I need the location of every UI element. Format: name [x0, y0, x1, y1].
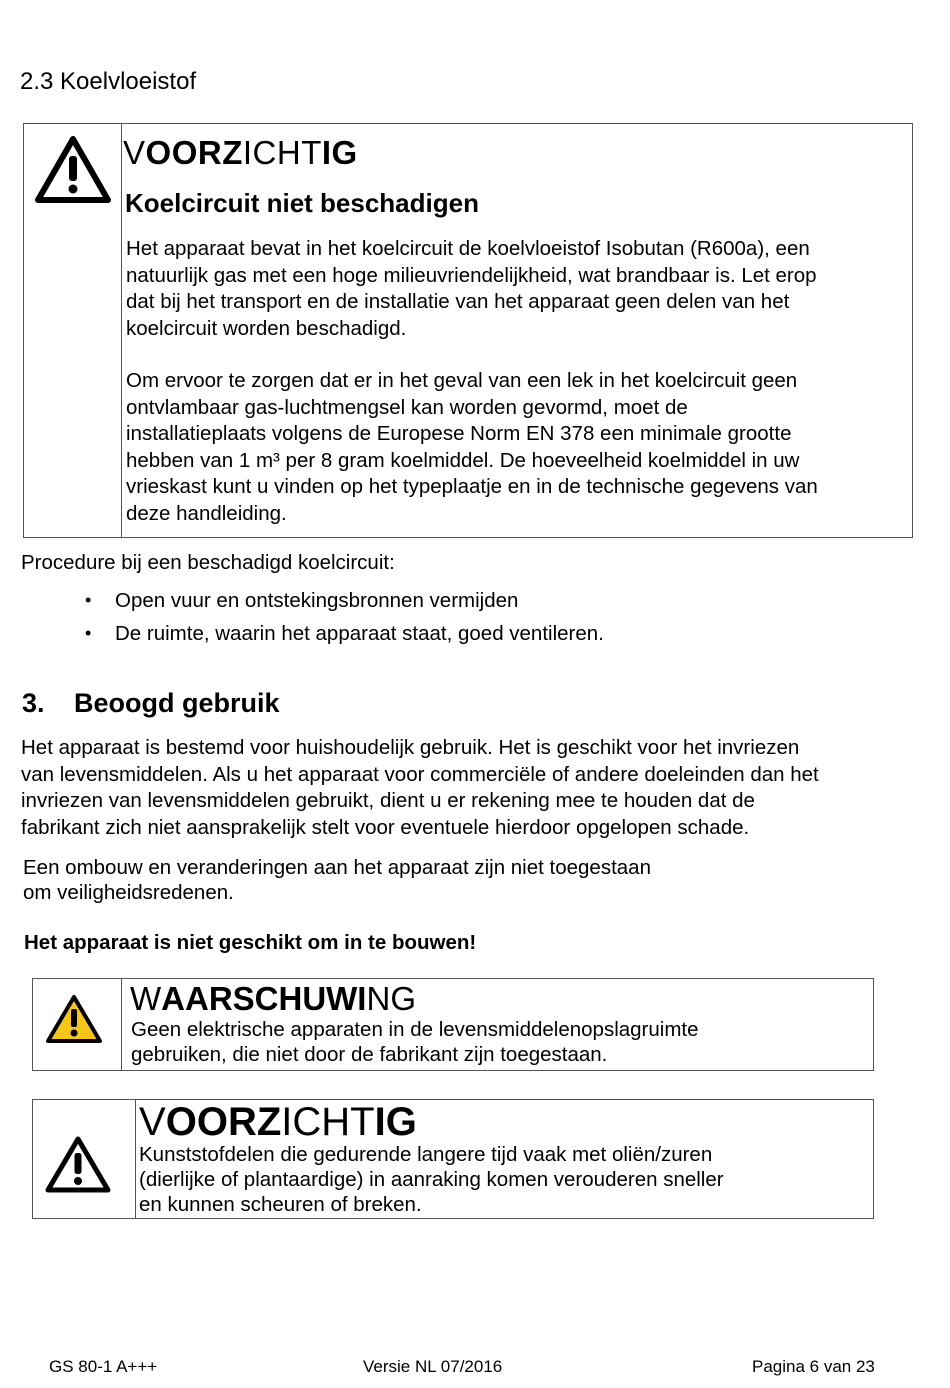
footer-version: Versie NL 07/2016	[363, 1357, 503, 1376]
warning-triangle-icon	[35, 136, 111, 204]
bullet-icon: •	[85, 623, 92, 643]
warning-content	[122, 979, 873, 1070]
caution-paragraph-1: Het apparaat bevat in het koelcircuit de koelvloeistof Isobutan (R600a), een natuurlijk gas met een hoge milieuvriendelijkheid, wat brandbaar is. Let erop dat bij het transport en de installatie van het apparaat geen delen van het koelcircuit worden beschadigd.	[126, 237, 817, 340]
warning-triangle-icon	[45, 1136, 111, 1194]
warning-box	[32, 978, 874, 1071]
warning-text: Geen elektrische apparaten in de levensmiddelenopslagruimte gebruiken, die niet door de fabrikant zijn toegestaan.	[131, 1018, 699, 1066]
caution-icon-cell	[33, 1100, 136, 1218]
section-3-paragraph-1: Het apparaat is bestemd voor huishoudelijk gebruik. Het is geschikt voor het invriezen van levensmiddelen. Als u het apparaat voor commerciële of andere doeleinden dan het invriezen van levensmiddelen gebruikt, dient u er rekening mee te houden dat de fabrikant zich niet aansprakelijk stelt voor eventuele hierdoor opgelopen schade.	[21, 736, 819, 839]
caution-box-plastics	[32, 1099, 874, 1219]
caution-subheading: Koelcircuit niet beschadigen	[125, 188, 479, 218]
bold-notice: Het apparaat is niet geschikt om in te bouwen!	[24, 931, 477, 954]
caution-box-refrigerant	[23, 123, 913, 538]
caution-content	[136, 1100, 873, 1218]
warning-heading: WAARSCHUWING	[130, 980, 416, 1017]
caution-icon-cell	[24, 124, 122, 537]
procedure-intro: Procedure bij een beschadigd koelcircuit:	[21, 551, 395, 574]
caution-paragraph-2: Om ervoor te zorgen dat er in het geval van een lek in het koelcircuit geen ontvlambaar gas-luchtmengsel kan worden gevormd, moet de installatieplaats volgens de Europese Norm EN 378 een minimale grootte hebben van 1 m³ per 8 gram koelmiddel. De hoeveelheid koelmiddel in uw vrieskast kunt u vinden op het typeplaatje en in de technische gegevens van deze handleiding.	[126, 369, 818, 525]
bullet-icon: •	[85, 590, 92, 610]
footer-page-number: Pagina 6 van 23	[752, 1357, 875, 1376]
section-3-paragraph-2: Een ombouw en veranderingen aan het apparaat zijn niet toegestaan om veiligheidsredenen.	[23, 856, 651, 904]
caution-content	[122, 124, 912, 537]
caution-heading: VOORZICHTIG	[139, 1100, 417, 1144]
footer-model: GS 80-1 A+++	[49, 1357, 158, 1376]
section-3-heading: 3. Beoogd gebruik	[22, 688, 280, 718]
list-item: • De ruimte, waarin het apparaat staat, goed ventileren.	[85, 621, 604, 645]
caution-heading: VOORZICHTIG	[123, 134, 358, 171]
warning-triangle-icon	[45, 994, 103, 1044]
list-item: • Open vuur en ontstekingsbronnen vermijden	[85, 588, 519, 612]
procedure-list	[85, 584, 604, 650]
warning-icon-cell	[33, 979, 122, 1070]
caution-text: Kunststofdelen die gedurende langere tijd vaak met oliën/zuren (dierlijke of plantaardige) in aanraking komen verouderen sneller en kunnen scheuren of breken.	[139, 1143, 724, 1216]
section-title: 2.3 Koelvloeistof	[20, 68, 197, 95]
